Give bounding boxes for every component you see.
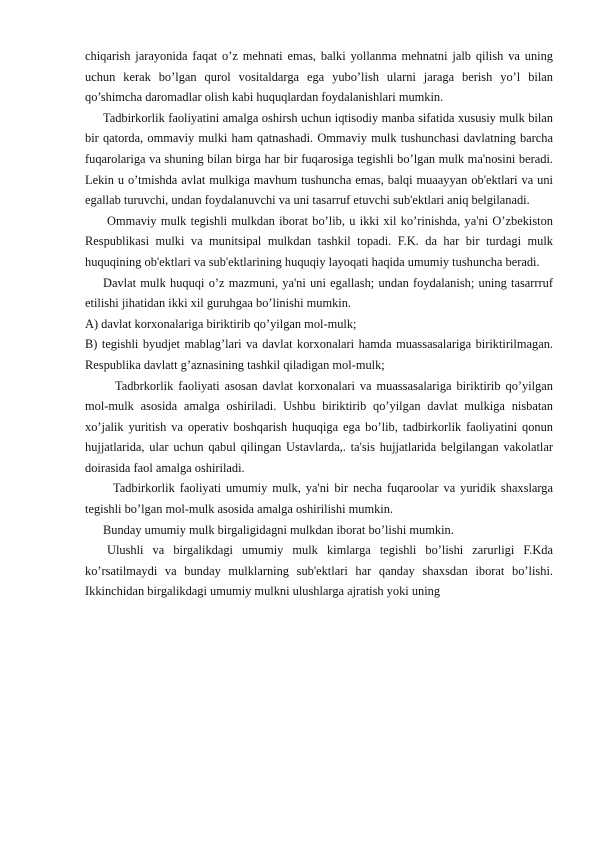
paragraph-3: Ommaviy mulk tegishli mulkdan iborat bo’lib, u ikki xil ko’rinishda, ya'ni O’zbekiston Respublikasi mulki va munitsipal mulkdan tashkil topadi. F.K. da har bir turdagi mulk huquqining ob'ektlari va sub'ektlarining huquqiy layoqati haqida umumiy tushuncha beradi. [85,213,553,269]
list-item-b: B) tegishli byudjet mablag’lari va davlat korxonalari hamda muassasalariga biriktirilmagan. Respublika davlatt g’aznasining tashkil qiladigan mol-mulk; [85,337,553,372]
list-item-a: A) davlat korxonalariga biriktirib qo’yilgan mol-mulk; [85,316,357,331]
paragraph-6: Tadbirkorlik faoliyati umumiy mulk, ya'ni bir necha fuqaroolar va yuridik shaxslarga tegishli bo’lgan mol-mulk asosida amalga oshirilishi mumkin. [85,481,553,517]
paragraph-1: chiqarish jarayonida faqat o’z mehnati emas, balki yollanma mehnatni jalb qilish va uning uchun kerak bo’lgan qurol vositaldarga ega yubo’lish ularni jaraga berish yo’l bilan qo’shimcha daromadlar olish kabi huquqlardan foydalanishlari mumkin. [85,49,553,105]
paragraph-8: Ulushli va birgalikdagi umumiy mulk kimlarga tegishli bo’lishi zarurligi F.Kda ko’rsatilmaydi va bunday mulklarning sub'ektlari har qanday shaxsdan iborat bo’lishi. Ikkinchidan birgalikdagi umumiy mulkni ulushlarga ajratish yoki uning [85,543,553,599]
paragraph-4: Davlat mulk huquqi o’z mazmuni, ya'ni uni egallash; undan foydalanish; uning tasarrruf etilishi jihatidan ikki xil guruhgaa bo’linishi mumkin. [85,275,553,311]
paragraph-5: Tadbrkorlik faoliyati asosan davlat korxonalari va muassasalariga biriktirib qo’yilgan mol-mulk asosida amalga oshiriladi. Ushbu biriktirib qo’yilgan davlat mulkiga nisbatan xo’jalik yuritish va operativ boshqarish huquqiga ega bo’lib, tadbirkorlik faoliyatini qonun hujjatlarida, ular uchun qabul qilingan Ustavlarda,. ta'sis hujjatlarida belgilangan vakolatlar doirasida faol amalga oshiriladi. [85,378,553,475]
document-page [85,46,553,602]
paragraph-7: Bunday umumiy mulk birgaligidagni mulkdan iborat bo’lishi mumkin. [103,522,454,537]
paragraph-2: Tadbirkorlik faoliyatini amalga oshirsh uchun iqtisodiy manba sifatida xususiy mulk bilan bir qatorda, ommaviy mulki ham qatnashadi. Ommaviy mulk tushunchasi davlatning barcha fuqarolariga va shuning bilan birga har bir fuqarosiga tegishli bo’lgan mulk ma'nosini beradi. Lekin u o’tmishda avlat mulkiga mavhum tushuncha emas, balqi muaayyan ob'ektlari va uni egallab turuvchi, undan foydalanuvchi va uni tasarruf etuvchi sub'ektlari aniq belgilanadi. [85,110,553,208]
